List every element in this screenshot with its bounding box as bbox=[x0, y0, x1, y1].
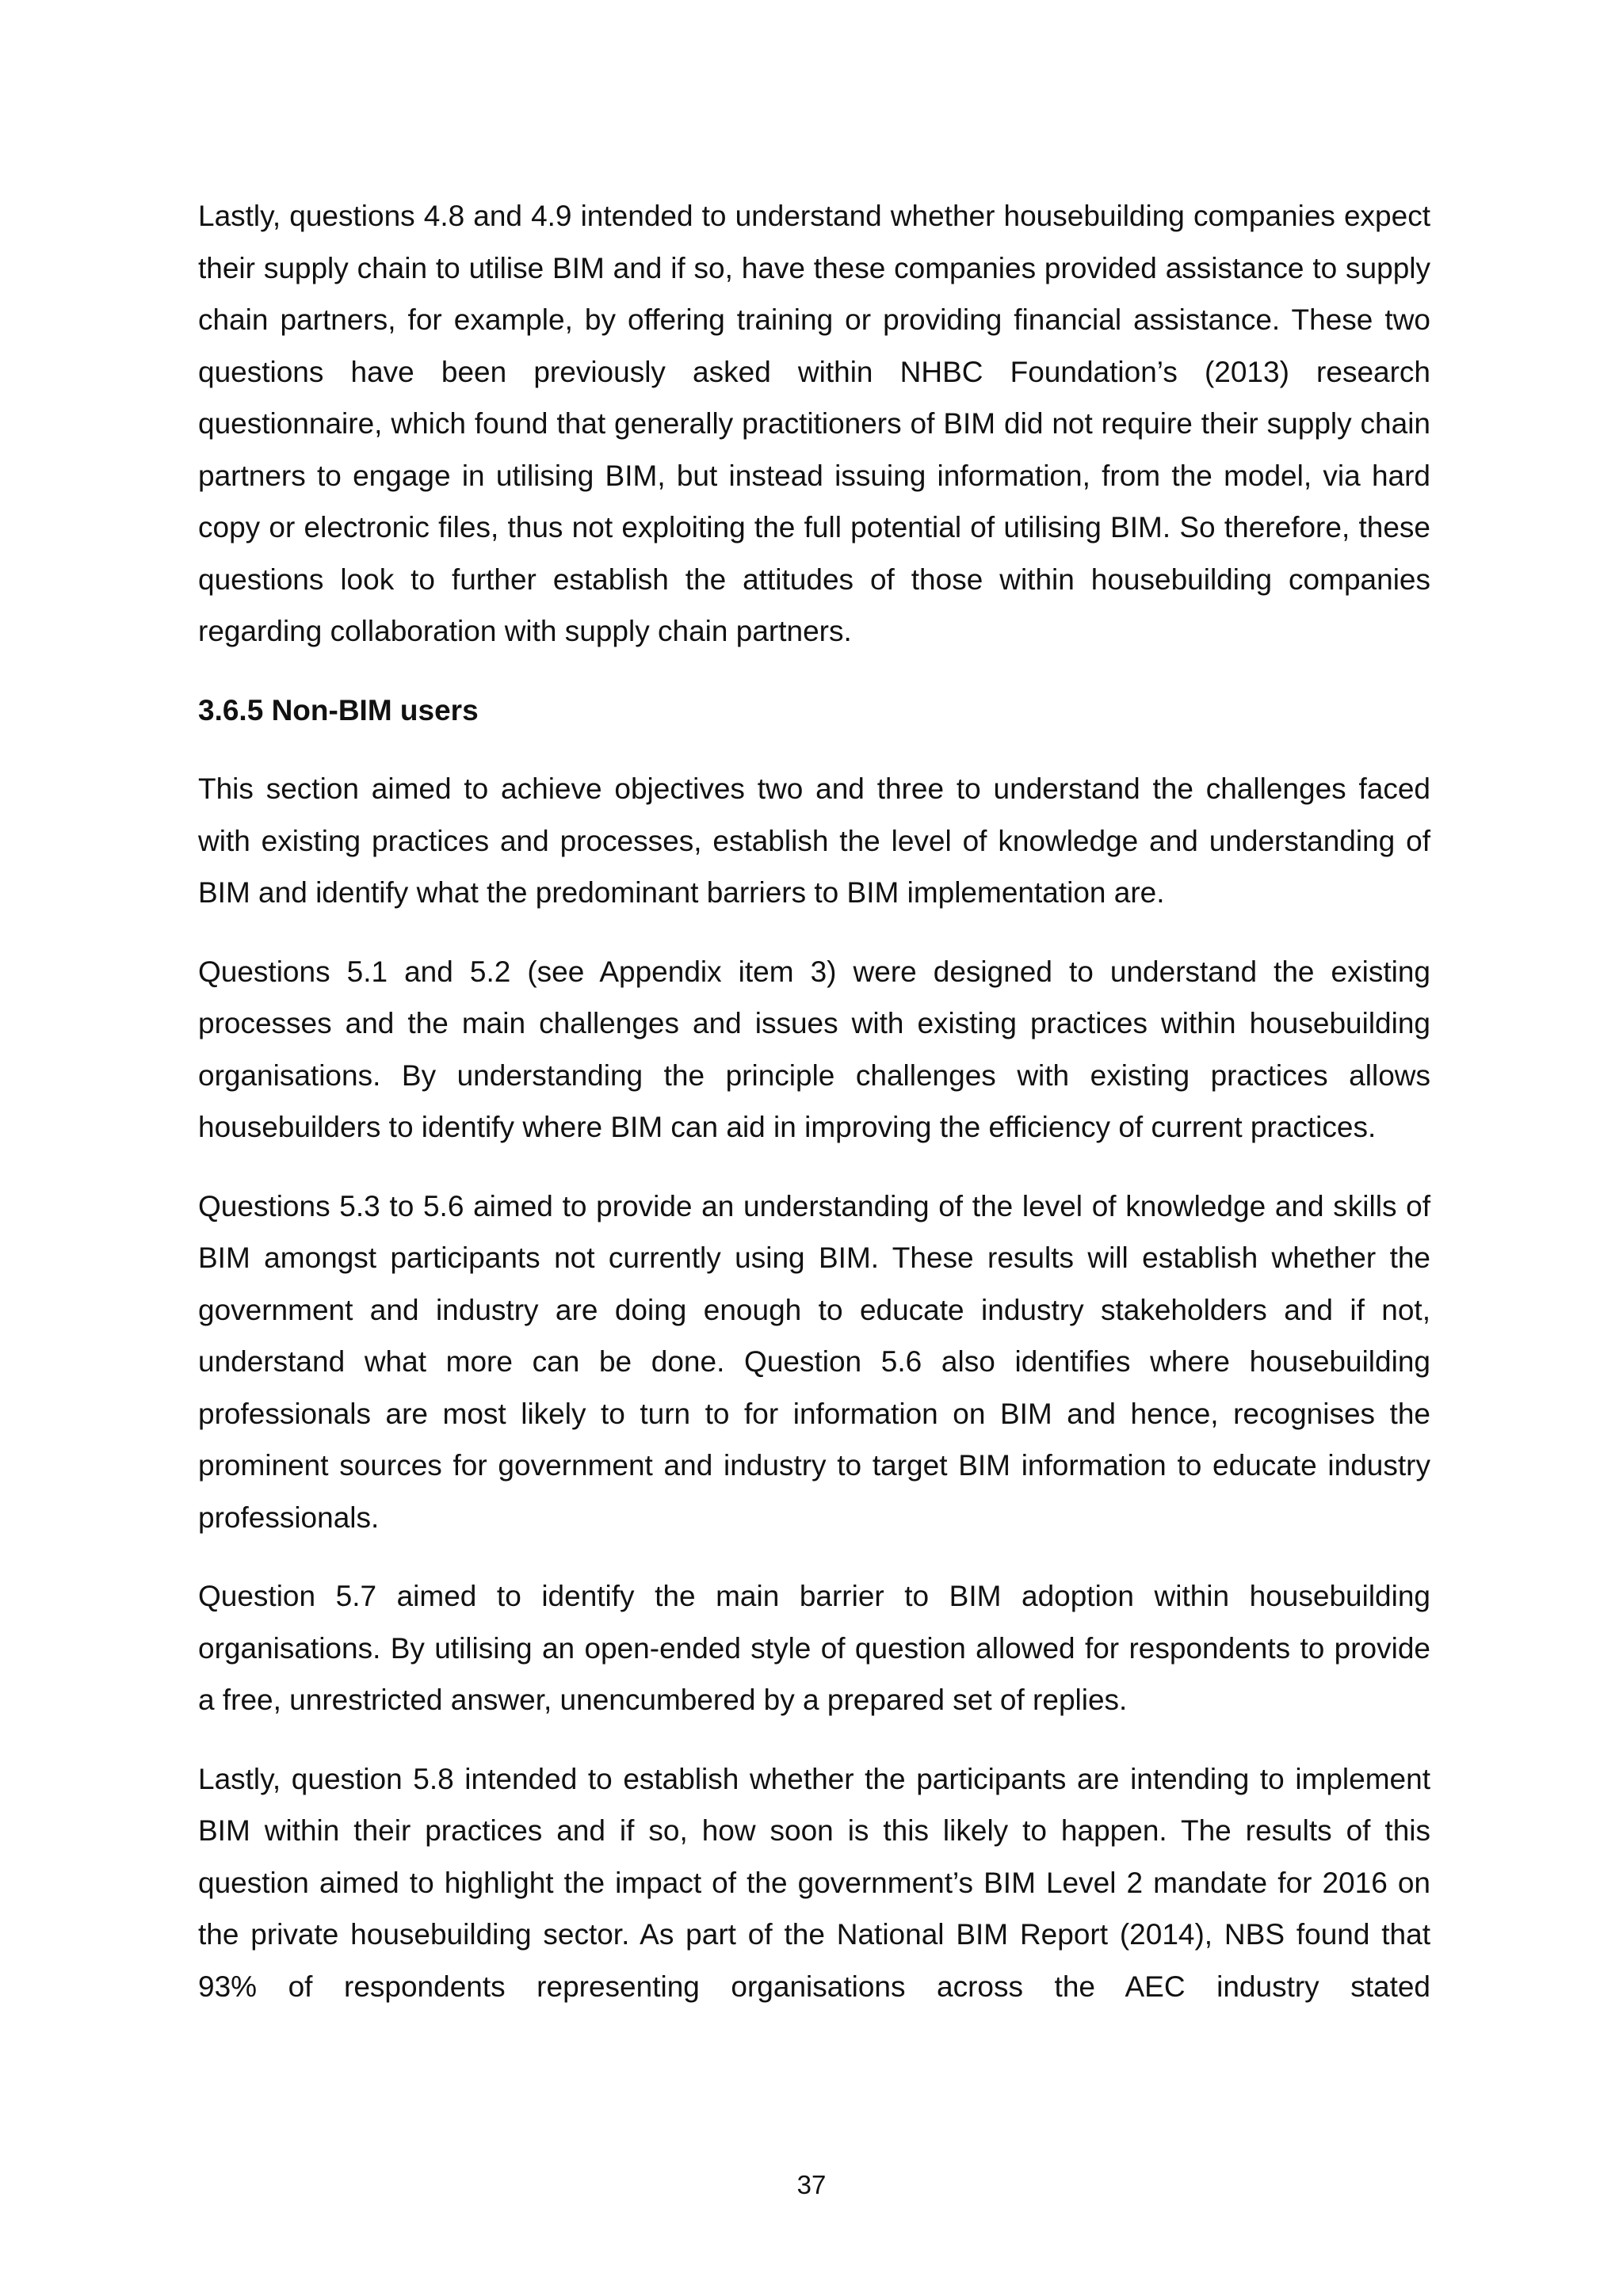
paragraph-question-5-7: Question 5.7 aimed to identify the main barrier to BIM adoption within housebuilding organisations. By utilising an open-ended style of question allowed for respondents to provide a free, unrestricted answer, unencumbered by a prepared set of replies. bbox=[198, 1580, 1430, 1716]
document-page bbox=[198, 190, 1430, 2039]
paragraph-question-5-8: Lastly, question 5.8 intended to establish whether the participants are intending to implement BIM within their practices and if so, how soon is this likely to happen. The results of this question aimed to highlight the impact of the government’s BIM Level 2 mandate for 2016 on the private housebuilding sector. As part of the National BIM Report (2014), NBS found that 93% of respondents representing organisations across the AEC industry stated bbox=[198, 1762, 1430, 2003]
section-heading: 3.6.5 Non-BIM users bbox=[198, 693, 479, 727]
paragraph-questions-5-3-5-6: Questions 5.3 to 5.6 aimed to provide an understanding of the level of knowledge and skills of BIM amongst participants not currently using BIM. These results will establish whether the government and industry are doing enough to educate industry stakeholders and if not, understand what more can be done. Question 5.6 also identifies where housebuilding professionals are most likely to turn to for information on BIM and hence, recognises the prominent sources for government and industry to target BIM information to educate industry professionals. bbox=[198, 1189, 1430, 1534]
page-number: 37 bbox=[796, 2170, 827, 2199]
paragraph-supply-chain: Lastly, questions 4.8 and 4.9 intended to understand whether housebuilding companies expect their supply chain to utilise BIM and if so, have these companies provided assistance to supply chain partners, for example, by offering training or providing financial assistance. These two questions have been previously asked within NHBC Foundation’s (2013) research questionnaire, which found that generally practitioners of BIM did not require their supply chain partners to engage in utilising BIM, but instead issuing information, from the model, via hard copy or electronic files, thus not exploiting the full potential of utilising BIM. So therefore, these questions look to further establish the attitudes of those within housebuilding companies regarding collaboration with supply chain partners. bbox=[198, 200, 1430, 647]
paragraph-questions-5-1-5-2: Questions 5.1 and 5.2 (see Appendix item 3) were designed to understand the existing processes and the main challenges and issues with existing practices within housebuilding organisations. By understanding the principle challenges with existing practices allows housebuilders to identify where BIM can aid in improving the efficiency of current practices. bbox=[198, 955, 1430, 1143]
paragraph-objectives: This section aimed to achieve objectives two and three to understand the challenges faced with existing practices and processes, establish the level of knowledge and understanding of BIM and identify what the predominant barriers to BIM implementation are. bbox=[198, 772, 1430, 909]
